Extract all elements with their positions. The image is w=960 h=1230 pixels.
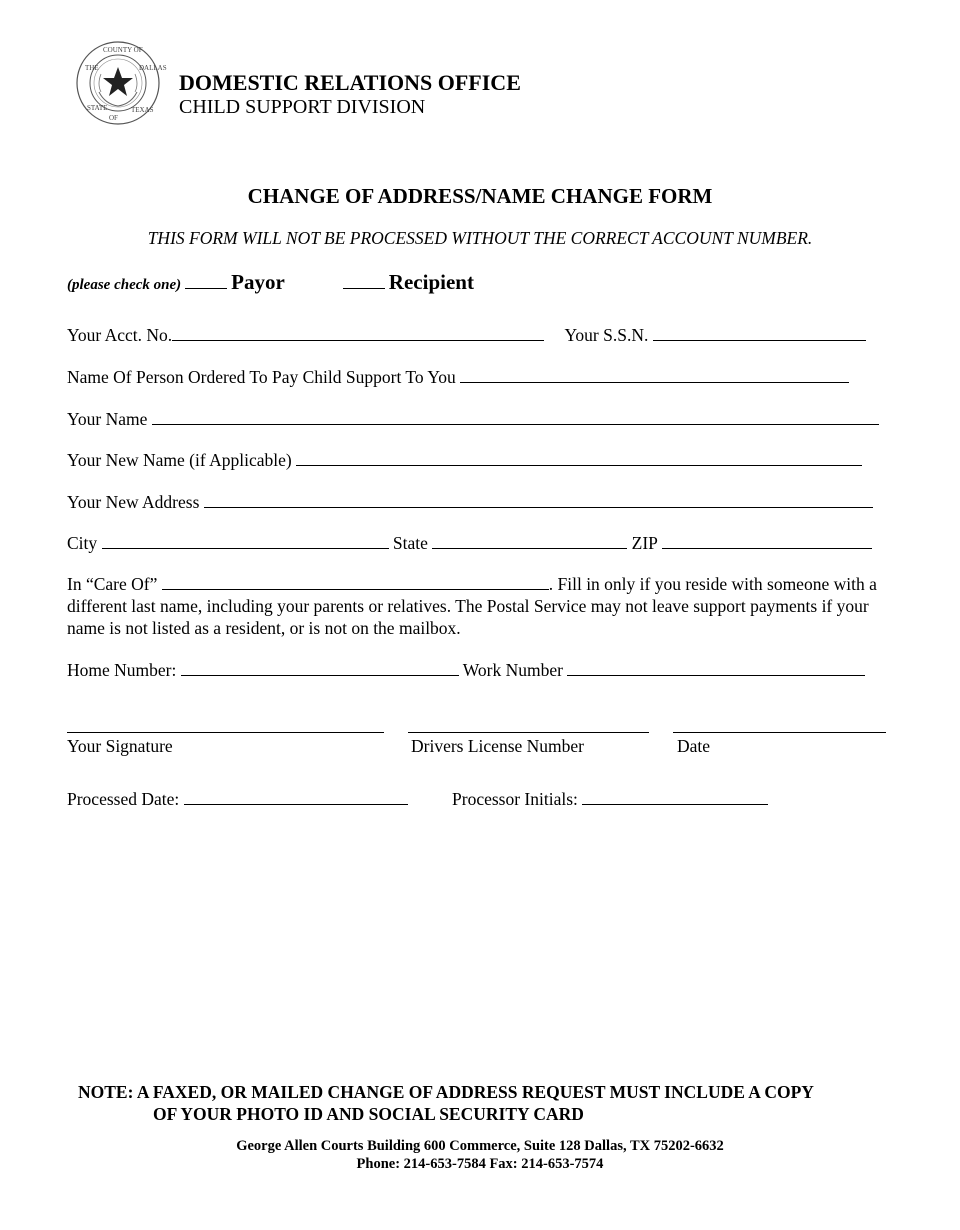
ssn-field[interactable]	[653, 325, 866, 341]
note-line-2: OF YOUR PHOTO ID AND SOCIAL SECURITY CARD	[153, 1104, 584, 1124]
svg-text:DALLAS: DALLAS	[139, 64, 167, 72]
svg-text:COUNTY OF: COUNTY OF	[103, 46, 143, 54]
processor-initials-field[interactable]	[582, 789, 768, 805]
home-number-label: Home Number:	[67, 660, 177, 680]
recipient-checkbox-blank[interactable]	[343, 273, 385, 289]
state-label: State	[392, 533, 428, 553]
svg-text:STATE: STATE	[87, 104, 108, 112]
home-number-field[interactable]	[181, 660, 459, 676]
new-name-field[interactable]	[296, 450, 862, 466]
ssn-label: Your S.S.N.	[564, 325, 649, 345]
svg-text:OF: OF	[109, 114, 118, 122]
new-address-field[interactable]	[204, 492, 873, 508]
note-block	[78, 1081, 814, 1125]
recipient-label: Recipient	[388, 270, 474, 294]
new-name-label: Your New Name (if Applicable)	[67, 450, 292, 470]
footer-address: George Allen Courts Building 600 Commerce, Suite 128 Dallas, TX 75202-6632	[236, 1138, 724, 1154]
care-of-note-cont: with a different last name, including your parents or relatives. The Postal Service may not leave support payments if your name is not listed as a resident, or is not on the mailbox.	[67, 574, 877, 638]
name-label: Your Name	[67, 409, 148, 429]
acct-field[interactable]	[172, 325, 544, 341]
check-label: (please check one)	[67, 277, 182, 293]
city-label: City	[67, 533, 98, 553]
new-address-label: Your New Address	[67, 492, 200, 512]
work-number-field[interactable]	[567, 660, 865, 676]
acct-label: Your Acct. No.	[67, 325, 173, 345]
form-title: CHANGE OF ADDRESS/NAME CHANGE FORM	[247, 184, 713, 208]
care-of-field[interactable]	[162, 574, 549, 590]
acct-row	[67, 325, 866, 346]
name-field[interactable]	[152, 409, 879, 425]
division-name: CHILD SUPPORT DIVISION	[179, 96, 426, 118]
city-field[interactable]	[102, 533, 389, 549]
ordered-row	[67, 367, 849, 388]
payor-label: Payor	[231, 270, 285, 294]
care-of-label: In “Care Of”	[67, 574, 158, 594]
payor-checkbox-blank[interactable]	[185, 273, 227, 289]
phone-row	[67, 660, 865, 681]
date-label: Date	[677, 736, 711, 756]
processed-row	[67, 789, 768, 810]
zip-label: ZIP	[631, 533, 658, 553]
org-name: DOMESTIC RELATIONS OFFICE	[179, 70, 521, 95]
name-row	[67, 409, 879, 430]
processed-date-label: Processed Date:	[67, 789, 180, 809]
signature-label: Your Signature	[67, 736, 173, 756]
ordered-label: Name Of Person Ordered To Pay Child Support To You	[67, 367, 456, 387]
note-line-1: NOTE: A FAXED, OR MAILED CHANGE OF ADDRESS REQUEST MUST INCLUDE A COPY	[78, 1082, 814, 1102]
svg-text:THE: THE	[85, 64, 99, 72]
new-name-row	[67, 450, 862, 471]
processor-initials-label: Processor Initials:	[452, 789, 578, 809]
license-field[interactable]	[408, 732, 649, 733]
care-of-block	[67, 573, 882, 639]
footer-phone: Phone: 214-653-7584 Fax: 214-653-7574	[356, 1156, 604, 1172]
care-of-note: . Fill in only if you reside with someone	[548, 574, 830, 594]
role-check-row	[67, 270, 474, 295]
county-seal-logo	[75, 40, 167, 126]
city-state-zip-row	[67, 533, 872, 554]
work-number-label: Work Number	[462, 660, 563, 680]
new-address-row	[67, 492, 873, 513]
state-field[interactable]	[432, 533, 627, 549]
ordered-field[interactable]	[460, 367, 849, 383]
processed-date-field[interactable]	[184, 789, 408, 805]
license-label: Drivers License Number	[411, 736, 584, 756]
zip-field[interactable]	[662, 533, 872, 549]
date-field[interactable]	[673, 732, 886, 733]
form-warning: THIS FORM WILL NOT BE PROCESSED WITHOUT THE CORRECT ACCOUNT NUMBER.	[147, 228, 813, 248]
svg-text:TEXAS: TEXAS	[131, 106, 154, 114]
signature-field[interactable]	[67, 732, 384, 733]
